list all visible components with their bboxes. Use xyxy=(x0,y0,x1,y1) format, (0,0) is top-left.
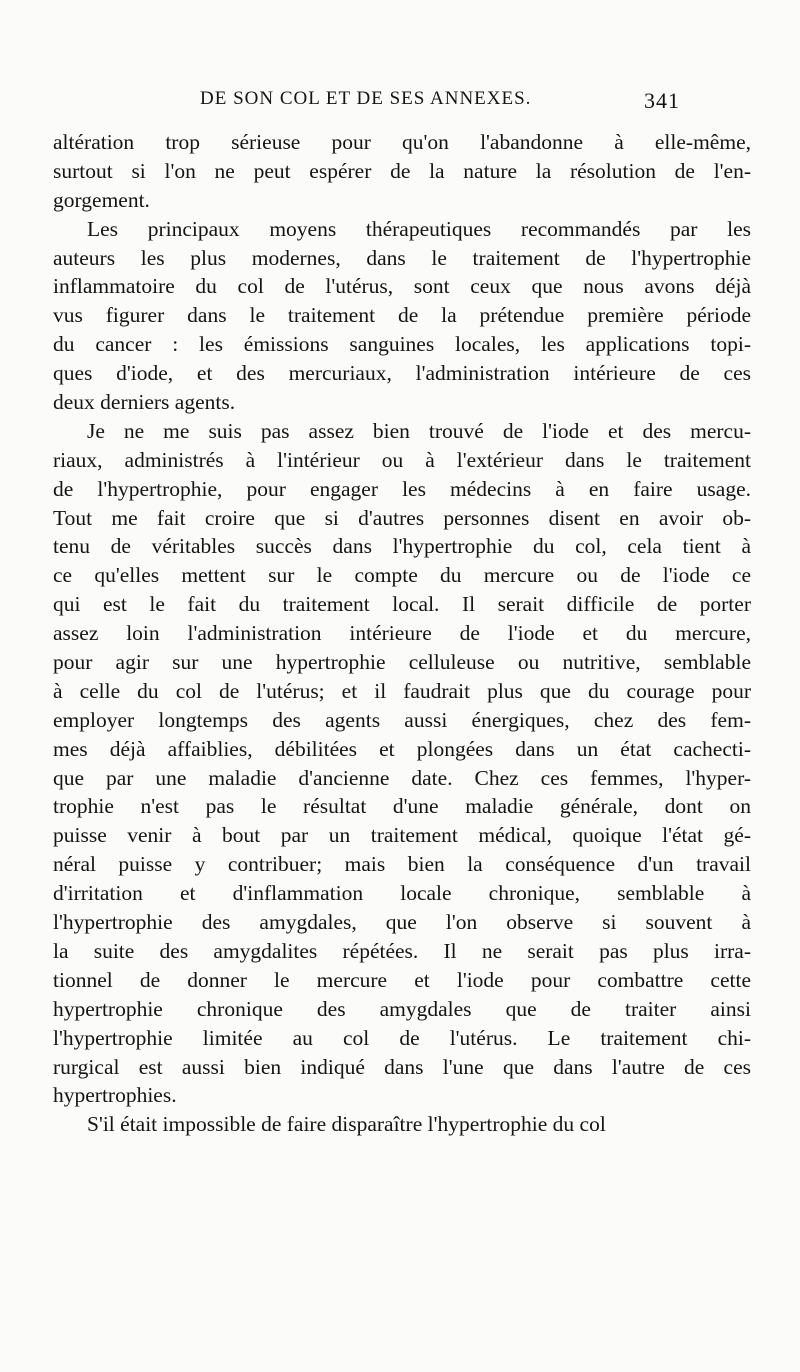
text-line: gorgement. xyxy=(53,187,150,212)
text-line: d'irritation et d'inflammation locale chronique, semblable à xyxy=(53,881,751,906)
text-line: vus figurer dans le traitement de la prétendue première période xyxy=(53,303,751,328)
text-line: mes déjà affaiblies, débilitées et plongées dans un état cachecti- xyxy=(53,736,751,761)
text-line: pour agir sur une hypertrophie celluleuse ou nutritive, semblable xyxy=(53,650,751,675)
text-line: altération trop sérieuse pour qu'on l'abandonne à elle-même, xyxy=(53,130,751,154)
body-text xyxy=(53,128,751,1139)
text-line: assez loin l'administration intérieure de l'iode et du mercure, xyxy=(53,621,751,646)
text-line: qui est le fait du traitement local. Il serait difficile de porter xyxy=(53,592,751,617)
text-line: néral puisse y contribuer; mais bien la conséquence d'un travail xyxy=(53,852,751,877)
text-line: Tout me fait croire que si d'autres personnes disent en avoir ob- xyxy=(53,505,751,530)
text-line: l'hypertrophie des amygdales, que l'on observe si souvent à xyxy=(53,910,751,935)
text-line: ques d'iode, et des mercuriaux, l'administration intérieure de ces xyxy=(53,361,751,386)
text-line: à celle du col de l'utérus; et il faudrait plus que du courage pour xyxy=(53,678,751,703)
text-line: puisse venir à bout par un traitement médical, quoique l'état gé- xyxy=(53,823,751,848)
text-line: employer longtemps des agents aussi énergiques, chez des fem- xyxy=(53,707,751,732)
text-line: tenu de véritables succès dans l'hypertrophie du col, cela tient à xyxy=(53,534,751,559)
running-head xyxy=(200,88,680,118)
text-line: Je ne me suis pas assez bien trouvé de l'iode et des mercu- xyxy=(87,418,751,443)
text-line: S'il était impossible de faire disparaître l'hypertrophie du col xyxy=(87,1112,606,1137)
text-line: deux derniers agents. xyxy=(53,390,236,415)
text-line: que par une maladie d'ancienne date. Chez ces femmes, l'hyper- xyxy=(53,765,751,790)
text-line: l'hypertrophie limitée au col de l'utérus. Le traitement chi- xyxy=(53,1025,751,1050)
text-line: ce qu'elles mettent sur le compte du mercure ou de l'iode ce xyxy=(53,563,751,588)
text-line: inflammatoire du col de l'utérus, sont ceux que nous avons déjà xyxy=(53,274,751,299)
page-number: 341 xyxy=(644,88,680,113)
text-line: tionnel de donner le mercure et l'iode pour combattre cette xyxy=(53,967,751,992)
text-line: Les principaux moyens thérapeutiques recommandés par les xyxy=(87,216,751,241)
text-line: la suite des amygdalites répétées. Il ne serait pas plus irra- xyxy=(53,938,751,963)
text-line: du cancer : les émissions sanguines locales, les applications topi- xyxy=(53,332,751,357)
running-title: DE SON COL ET DE SES ANNEXES. xyxy=(200,88,532,109)
text-line: auteurs les plus modernes, dans le traitement de l'hypertrophie xyxy=(53,245,751,270)
text-line: riaux, administrés à l'intérieur ou à l'extérieur dans le traitement xyxy=(53,447,751,472)
text-line: trophie n'est pas le résultat d'une maladie générale, dont on xyxy=(53,794,751,819)
text-line: rurgical est aussi bien indiqué dans l'une que dans l'autre de ces xyxy=(53,1054,751,1079)
text-line: hypertrophies. xyxy=(53,1083,177,1108)
text-line: de l'hypertrophie, pour engager les médecins à en faire usage. xyxy=(53,476,751,501)
text-line: hypertrophie chronique des amygdales que de traiter ainsi xyxy=(53,996,751,1021)
text-line: surtout si l'on ne peut espérer de la nature la résolution de l'en- xyxy=(53,158,751,183)
